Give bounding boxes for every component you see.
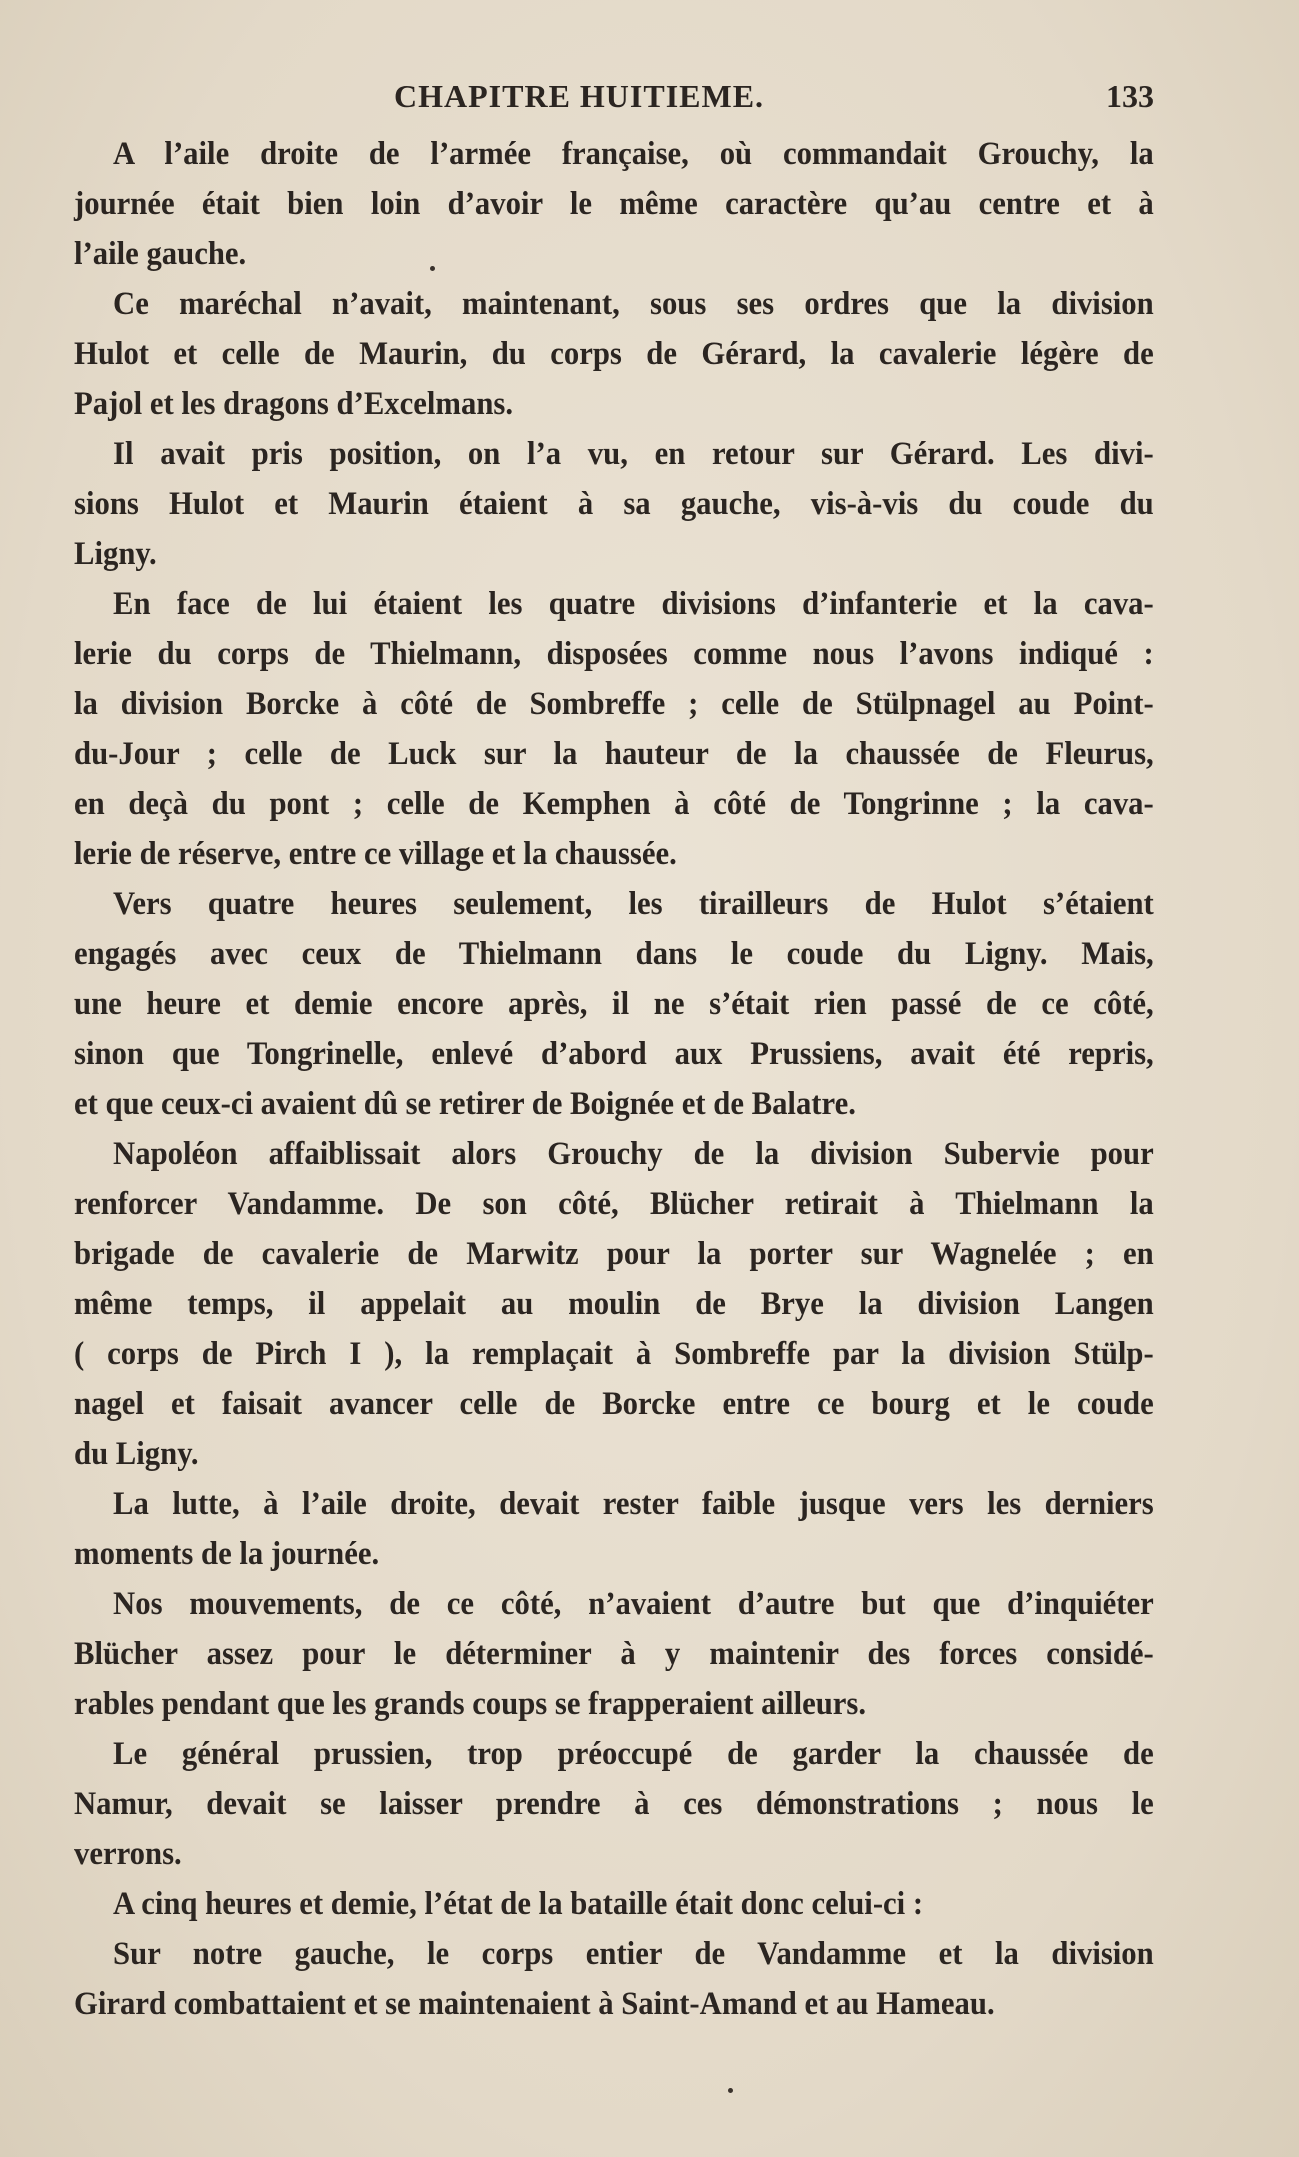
text-line: rables pendant que les grands coups se frapperaient ailleurs. bbox=[74, 1686, 867, 1722]
chapter-title: CHAPITRE HUITIEME. bbox=[394, 78, 765, 114]
text-line: même temps, il appelait au moulin de Brye la division Langen bbox=[74, 1286, 1154, 1322]
running-header bbox=[74, 78, 1154, 128]
page-number: 133 bbox=[1106, 78, 1154, 114]
text-line: Ligny. bbox=[74, 536, 157, 572]
text-line: en deçà du pont ; celle de Kemphen à côté de Tongrinne ; la cava- bbox=[74, 786, 1154, 822]
paragraph bbox=[74, 279, 1154, 429]
text-line: engagés avec ceux de Thielmann dans le coude du Ligny. Mais, bbox=[74, 936, 1154, 972]
paragraph bbox=[74, 1479, 1154, 1579]
text-line: Pajol et les dragons d’Excelmans. bbox=[74, 386, 514, 422]
text-line: Namur, devait se laisser prendre à ces démonstrations ; nous le bbox=[74, 1786, 1154, 1822]
speck bbox=[430, 266, 435, 271]
text-line: Vers quatre heures seulement, les tirailleurs de Hulot s’étaient bbox=[113, 886, 1154, 922]
paragraph bbox=[74, 1929, 1154, 2029]
text-line: lerie du corps de Thielmann, disposées comme nous l’avons indiqué : bbox=[74, 636, 1154, 672]
text-line: verrons. bbox=[74, 1836, 182, 1872]
text-line: du Ligny. bbox=[74, 1436, 199, 1472]
text-line: En face de lui étaient les quatre divisions d’infanterie et la cava- bbox=[113, 586, 1154, 622]
text-line: La lutte, à l’aile droite, devait rester faible jusque vers les derniers bbox=[113, 1486, 1154, 1522]
text-line: journée était bien loin d’avoir le même caractère qu’au centre et à bbox=[74, 186, 1154, 222]
text-line: A l’aile droite de l’armée française, où commandait Grouchy, la bbox=[113, 136, 1154, 172]
text-line: Il avait pris position, on l’a vu, en retour sur Gérard. Les divi- bbox=[113, 436, 1154, 472]
paragraph bbox=[74, 429, 1154, 579]
paragraph bbox=[74, 879, 1154, 1129]
speck bbox=[728, 2088, 733, 2093]
text-line: ( corps de Pirch I ), la remplaçait à Sombreffe par la division Stülp- bbox=[74, 1336, 1154, 1372]
text-line: brigade de cavalerie de Marwitz pour la porter sur Wagnelée ; en bbox=[74, 1236, 1154, 1272]
page-body bbox=[74, 129, 1154, 2029]
paragraph bbox=[74, 579, 1154, 879]
paragraph bbox=[74, 1879, 1154, 1929]
text-line: Sur notre gauche, le corps entier de Vandamme et la division bbox=[113, 1936, 1154, 1972]
text-line: Blücher assez pour le déterminer à y maintenir des forces considé- bbox=[74, 1636, 1154, 1672]
paragraph bbox=[74, 1129, 1154, 1479]
paragraph bbox=[74, 1729, 1154, 1879]
text-line: Hulot et celle de Maurin, du corps de Gérard, la cavalerie légère de bbox=[74, 336, 1154, 372]
text-line: une heure et demie encore après, il ne s’était rien passé de ce côté, bbox=[74, 986, 1154, 1022]
text-line: Le général prussien, trop préoccupé de garder la chaussée de bbox=[113, 1736, 1154, 1772]
paragraph bbox=[74, 1579, 1154, 1729]
paragraph bbox=[74, 129, 1154, 279]
text-line: Napoléon affaiblissait alors Grouchy de la division Subervie pour bbox=[113, 1136, 1154, 1172]
text-line: sinon que Tongrinelle, enlevé d’abord aux Prussiens, avait été repris, bbox=[74, 1036, 1154, 1072]
text-line: la division Borcke à côté de Sombreffe ; celle de Stülpnagel au Point- bbox=[74, 686, 1154, 722]
text-line: lerie de réserve, entre ce village et la chaussée. bbox=[74, 836, 677, 872]
text-line: et que ceux-ci avaient dû se retirer de Boignée et de Balatre. bbox=[74, 1086, 856, 1122]
book-page bbox=[74, 78, 1154, 2029]
text-line: Nos mouvements, de ce côté, n’avaient d’autre but que d’inquiéter bbox=[113, 1586, 1154, 1622]
text-line: A cinq heures et demie, l’état de la bataille était donc celui-ci : bbox=[113, 1886, 924, 1922]
text-line: l’aile gauche. bbox=[74, 236, 247, 272]
text-line: nagel et faisait avancer celle de Borcke entre ce bourg et le coude bbox=[74, 1386, 1154, 1422]
text-line: Girard combattaient et se maintenaient à Saint-Amand et au Hameau. bbox=[74, 1986, 995, 2022]
text-line: moments de la journée. bbox=[74, 1536, 380, 1572]
text-line: sions Hulot et Maurin étaient à sa gauche, vis-à-vis du coude du bbox=[74, 486, 1154, 522]
text-line: Ce maréchal n’avait, maintenant, sous ses ordres que la division bbox=[113, 286, 1154, 322]
text-line: renforcer Vandamme. De son côté, Blücher retirait à Thielmann la bbox=[74, 1186, 1154, 1222]
text-line: du-Jour ; celle de Luck sur la hauteur de la chaussée de Fleurus, bbox=[74, 736, 1154, 772]
